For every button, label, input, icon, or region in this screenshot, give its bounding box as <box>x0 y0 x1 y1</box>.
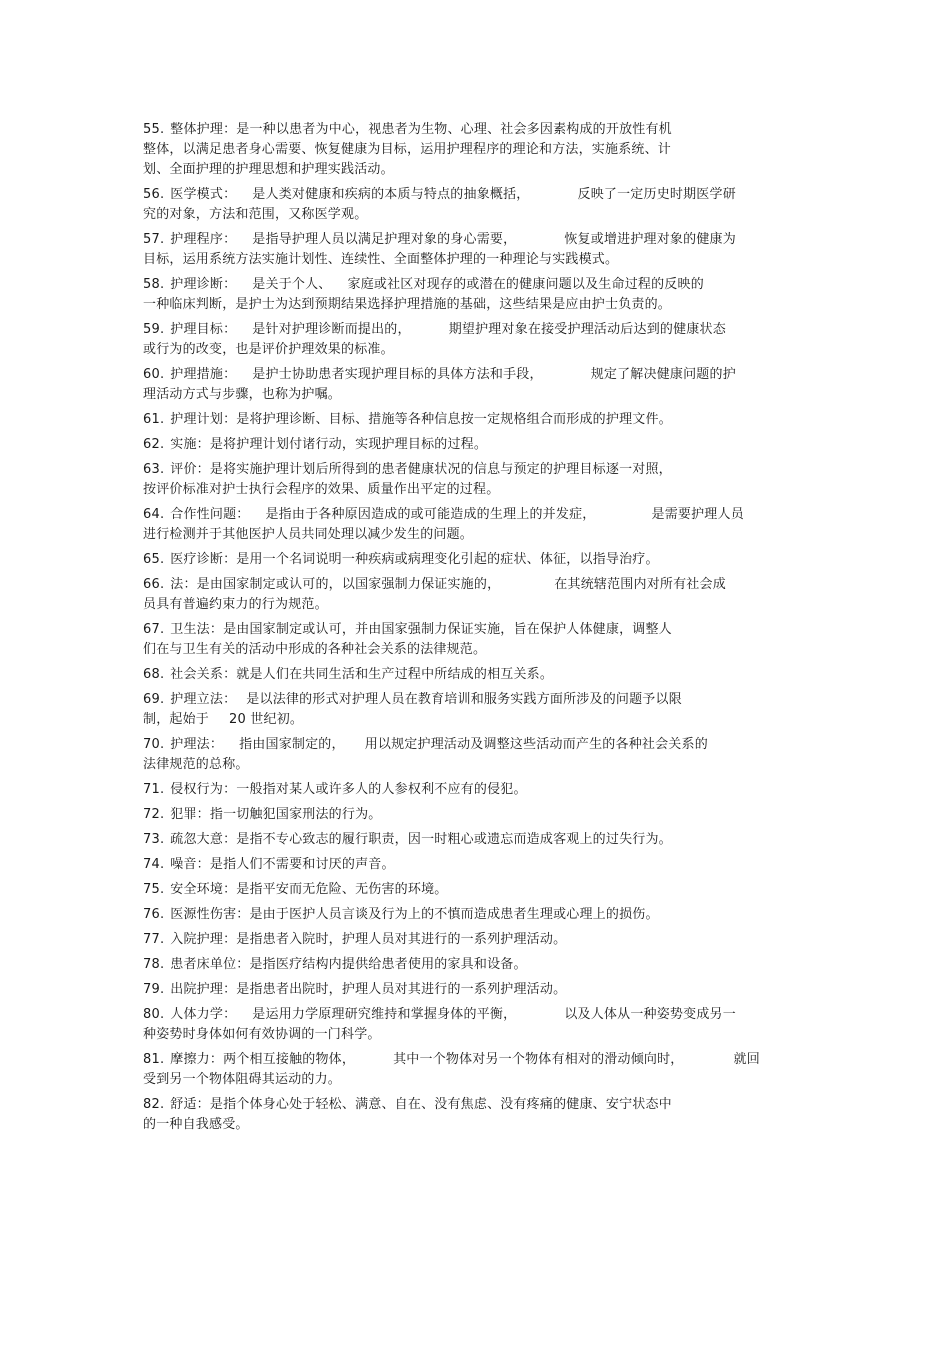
glossary-entry <box>143 855 813 875</box>
entry-text: 期望护理对象在接受护理活动后达到的健康状态 <box>448 322 726 337</box>
glossary-entry <box>143 410 813 430</box>
entry-text: 家庭或社区对现存的或潜在的健康问题以及生命过程的反映的 <box>347 277 704 292</box>
entry-text: 医源性伤害：是由于医护人员言谈及行为上的不慎而造成患者生理或心理上的损伤。 <box>170 907 659 922</box>
entry-number: 67. <box>143 622 165 637</box>
entry-text: 恢复或增进护理对象的健康为 <box>564 232 736 247</box>
entry-line <box>143 620 813 640</box>
entry-text: 护理目标： <box>170 322 237 337</box>
entry-text: 是指由于各种原因造成的或可能造成的生理上的并发症， <box>265 507 596 522</box>
entry-line <box>143 690 813 710</box>
entry-line <box>143 955 813 975</box>
entry-text: 疏忽大意：是指不专心致志的履行职责，因一时粗心或遗忘而造成客观上的过失行为。 <box>170 832 672 847</box>
entry-number: 70. <box>143 737 165 752</box>
entry-text: 受到另一个物体阻碍其运动的力。 <box>143 1072 342 1087</box>
entry-line <box>143 905 813 925</box>
entry-text: 按评价标准对护士执行会程序的效果、质量作出平定的过程。 <box>143 482 500 497</box>
entry-text: 指由国家制定的， <box>239 737 345 752</box>
entry-text: 20 世纪初。 <box>229 712 304 727</box>
entry-number: 78. <box>143 957 165 972</box>
entry-line <box>143 930 813 950</box>
entry-line <box>143 755 813 775</box>
entry-number: 66. <box>143 577 165 592</box>
entry-text: 其中一个物体对另一个物体有相对的滑动倾向时， <box>393 1052 684 1067</box>
glossary-entry <box>143 780 813 800</box>
entry-text: 护理计划：是将护理诊断、目标、措施等各种信息按一定规格组合而形成的护理文件。 <box>170 412 672 427</box>
entry-line <box>143 185 813 205</box>
entry-text: 医学模式： <box>170 187 237 202</box>
entry-text: 侵权行为：一般指对某人或许多人的人参权利不应有的侵犯。 <box>170 782 527 797</box>
glossary-entry <box>143 505 813 545</box>
entry-line <box>143 410 813 430</box>
glossary-entry <box>143 365 813 405</box>
entry-line <box>143 385 813 405</box>
glossary-entry <box>143 905 813 925</box>
entry-text: 法：是由国家制定或认可的，以国家强制力保证实施的， <box>170 577 501 592</box>
entry-text: 实施：是将护理计划付诸行动，实现护理目标的过程。 <box>170 437 488 452</box>
entry-text: 或行为的改变，也是评价护理效果的标准。 <box>143 342 394 357</box>
glossary-entry <box>143 880 813 900</box>
entry-line <box>143 735 813 755</box>
entry-text: 是以法律的形式对护理人员在教育培训和服务实践方面所涉及的问题予以限 <box>246 692 682 707</box>
entry-text: 在其统辖范围内对所有社会成 <box>554 577 726 592</box>
glossary-entry <box>143 550 813 570</box>
entry-line <box>143 1050 813 1070</box>
entry-number: 80. <box>143 1007 165 1022</box>
entry-number: 69. <box>143 692 165 707</box>
entry-text: 法律规范的总称。 <box>143 757 249 772</box>
glossary-entry <box>143 320 813 360</box>
entry-number: 77. <box>143 932 165 947</box>
entry-number: 79. <box>143 982 165 997</box>
entry-text: 员具有普遍约束力的行为规范。 <box>143 597 328 612</box>
entry-text: 护理立法： <box>170 692 237 707</box>
entry-text: 摩擦力：两个相互接触的物体， <box>170 1052 356 1067</box>
entry-line <box>143 435 813 455</box>
entry-text: 是人类对健康和疾病的本质与特点的抽象概括， <box>252 187 530 202</box>
glossary-entry <box>143 275 813 315</box>
entry-text: 整体，以满足患者身心需要、恢复健康为目标，运用护理程序的理论和方法，实施系统、计 <box>143 142 672 157</box>
glossary-entry <box>143 665 813 685</box>
entry-line <box>143 980 813 1000</box>
entry-text: 是关于个人、 <box>252 277 332 292</box>
glossary-entry <box>143 460 813 500</box>
entry-number: 81. <box>143 1052 165 1067</box>
entry-number: 61. <box>143 412 165 427</box>
entry-number: 57. <box>143 232 165 247</box>
entry-text: 评价：是将实施护理计划后所得到的患者健康状况的信息与预定的护理目标逐一对照， <box>170 462 672 477</box>
glossary-entry <box>143 575 813 615</box>
entry-text: 整体护理：是一种以患者为中心，视患者为生物、心理、社会多因素构成的开放性有机 <box>170 122 672 137</box>
entry-text: 的一种自我感受。 <box>143 1117 249 1132</box>
entry-text: 以及人体从一种姿势变成另一 <box>564 1007 736 1022</box>
entry-line <box>143 595 813 615</box>
entry-line <box>143 340 813 360</box>
entry-text: 目标，运用系统方法实施计划性、连续性、全面整体护理的一种理论与实践模式。 <box>143 252 619 267</box>
entry-line <box>143 505 813 525</box>
entry-text: 医疗诊断：是用一个名词说明一种疾病或病理变化引起的症状、体征，以指导治疗。 <box>170 552 659 567</box>
glossary-entry <box>143 980 813 1000</box>
entry-line <box>143 250 813 270</box>
entry-text: 划、全面护理的护理思想和护理实践活动。 <box>143 162 394 177</box>
entry-text: 犯罪：指一切触犯国家刑法的行为。 <box>170 807 382 822</box>
entry-line <box>143 1115 813 1135</box>
entry-text: 护理程序： <box>170 232 237 247</box>
entry-text: 噪音：是指人们不需要和讨厌的声音。 <box>170 857 395 872</box>
entry-text: 制，起始于 <box>143 712 210 727</box>
glossary-entry <box>143 185 813 225</box>
entry-text: 社会关系：就是人们在共同生活和生产过程中所结成的相互关系。 <box>170 667 554 682</box>
entry-number: 64. <box>143 507 165 522</box>
glossary-entry <box>143 735 813 775</box>
entry-text: 护理诊断： <box>170 277 237 292</box>
entry-text: 舒适：是指个体身心处于轻松、满意、自在、没有焦虑、没有疼痛的健康、安宁状态中 <box>170 1097 672 1112</box>
glossary-entry <box>143 930 813 950</box>
entry-line <box>143 1025 813 1045</box>
entry-text: 种姿势时身体如何有效协调的一门科学。 <box>143 1027 381 1042</box>
entry-text: 是针对护理诊断而提出的， <box>252 322 411 337</box>
glossary-entry <box>143 805 813 825</box>
entry-text: 反映了一定历史时期医学研 <box>577 187 736 202</box>
entry-text: 卫生法：是由国家制定或认可，并由国家强制力保证实施，旨在保护人体健康，调整人 <box>170 622 672 637</box>
entry-line <box>143 295 813 315</box>
entry-line <box>143 525 813 545</box>
glossary-entry <box>143 1005 813 1045</box>
glossary-entry <box>143 830 813 850</box>
entry-number: 71. <box>143 782 165 797</box>
entry-text: 一种临床判断，是护士为达到预期结果选择护理措施的基础，这些结果是应由护士负责的。 <box>143 297 672 312</box>
entry-line <box>143 550 813 570</box>
entry-text: 出院护理：是指患者出院时，护理人员对其进行的一系列护理活动。 <box>170 982 567 997</box>
entry-line <box>143 780 813 800</box>
entry-line <box>143 205 813 225</box>
entry-line <box>143 160 813 180</box>
glossary-entry <box>143 435 813 455</box>
entry-line <box>143 805 813 825</box>
entry-text: 合作性问题： <box>170 507 250 522</box>
entry-line <box>143 140 813 160</box>
entry-number: 56. <box>143 187 165 202</box>
entry-text: 护理措施： <box>170 367 237 382</box>
entry-text: 人体力学： <box>170 1007 237 1022</box>
entry-number: 76. <box>143 907 165 922</box>
entry-number: 65. <box>143 552 165 567</box>
entry-number: 74. <box>143 857 165 872</box>
entry-line <box>143 665 813 685</box>
entry-line <box>143 365 813 385</box>
entry-line <box>143 640 813 660</box>
entry-line <box>143 855 813 875</box>
entry-number: 55. <box>143 122 165 137</box>
entry-number: 75. <box>143 882 165 897</box>
entry-number: 82. <box>143 1097 165 1112</box>
entry-text: 入院护理：是指患者入院时，护理人员对其进行的一系列护理活动。 <box>170 932 567 947</box>
glossary-list <box>143 120 813 1140</box>
glossary-entry <box>143 1050 813 1090</box>
entry-text: 理活动方式与步骤，也称为护嘱。 <box>143 387 342 402</box>
glossary-entry <box>143 690 813 730</box>
entry-line <box>143 120 813 140</box>
entry-line <box>143 460 813 480</box>
entry-text: 规定了解决健康问题的护 <box>590 367 736 382</box>
entry-number: 58. <box>143 277 165 292</box>
entry-text: 进行检测并于其他医护人员共同处理以减少发生的问题。 <box>143 527 474 542</box>
entry-number: 73. <box>143 832 165 847</box>
glossary-entry <box>143 1095 813 1135</box>
entry-line <box>143 880 813 900</box>
entry-line <box>143 320 813 340</box>
entry-line <box>143 480 813 500</box>
glossary-entry <box>143 230 813 270</box>
entry-number: 60. <box>143 367 165 382</box>
entry-text: 安全环境：是指平安而无危险、无伤害的环境。 <box>170 882 448 897</box>
entry-text: 是需要护理人员 <box>651 507 744 522</box>
entry-number: 63. <box>143 462 165 477</box>
glossary-entry <box>143 955 813 975</box>
entry-text: 护理法： <box>170 737 224 752</box>
entry-line <box>143 830 813 850</box>
entry-text: 用以规定护理活动及调整这些活动而产生的各种社会关系的 <box>364 737 708 752</box>
entry-text: 究的对象，方法和范围，又称医学观。 <box>143 207 368 222</box>
entry-line <box>143 710 813 730</box>
entry-line <box>143 1095 813 1115</box>
entry-number: 62. <box>143 437 165 452</box>
entry-text: 就回 <box>733 1052 760 1067</box>
entry-text: 是护士协助患者实现护理目标的具体方法和手段， <box>252 367 543 382</box>
glossary-entry <box>143 620 813 660</box>
entry-line <box>143 275 813 295</box>
entry-line <box>143 575 813 595</box>
entry-text: 是指导护理人员以满足护理对象的身心需要， <box>252 232 517 247</box>
entry-text: 患者床单位：是指医疗结构内提供给患者使用的家具和设备。 <box>170 957 527 972</box>
entry-text: 们在与卫生有关的活动中形成的各种社会关系的法律规范。 <box>143 642 487 657</box>
entry-text: 是运用力学原理研究维持和掌握身体的平衡， <box>252 1007 517 1022</box>
entry-number: 72. <box>143 807 165 822</box>
entry-number: 59. <box>143 322 165 337</box>
entry-number: 68. <box>143 667 165 682</box>
entry-line <box>143 1070 813 1090</box>
entry-line <box>143 230 813 250</box>
glossary-entry <box>143 120 813 180</box>
entry-line <box>143 1005 813 1025</box>
